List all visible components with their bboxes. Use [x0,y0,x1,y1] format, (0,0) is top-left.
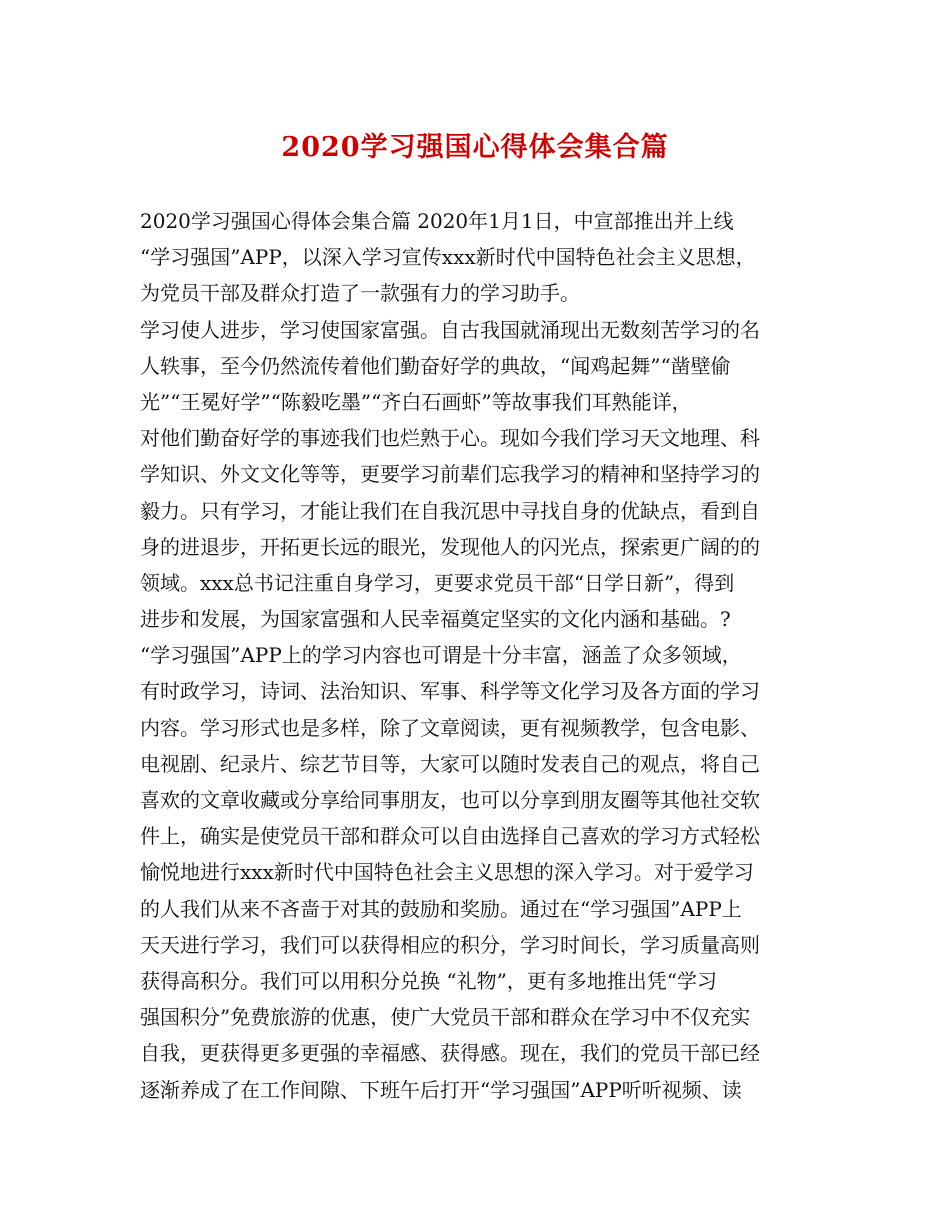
body-line: 2020学习强国心得体会集合篇 2020年1月1日，中宣部推出并上线 [140,209,734,233]
body-line: 愉悦地进行xxx新时代中国特色社会主义思想的深入学习。对于爱学习 [140,860,754,885]
body-line: 的人我们从来不吝啬于对其的鼓励和奖励。通过在“学习强国”APP上 [140,896,742,921]
body-line: 喜欢的文章收藏或分享给同事朋友，也可以分享到朋友圈等其他社交软 [140,788,760,812]
body-line: 内容。学习形式也是多样，除了文章阅读，更有视频教学，包含电影、 [140,715,760,740]
body-line: “学习强国”APP上的学习内容也可谓是十分丰富，涵盖了众多领域， [140,643,742,668]
body-line: 天天进行学习，我们可以获得相应的积分，学习时间长，学习质量高则 [140,932,760,957]
body-line: 获得高积分。我们可以用积分兑换 “礼物”，更有多地推出凭“学习 [140,968,718,993]
body-line: 领域。xxx总书记注重自身学习，更要求党员干部“日学日新”，得到 [140,570,735,595]
body-line: 强国积分”免费旅游的优惠，使广大党员干部和群众在学习中不仅充实 [140,1005,751,1030]
body-line: 逐渐养成了在工作间隙、下班午后打开“学习强国”APP听听视频、读 [140,1077,742,1102]
document-body [140,203,830,1108]
document-title: 2020学习强国心得体会集合篇 [281,132,669,163]
body-line: “学习强国”APP，以深入学习宣传xxx新时代中国特色社会主义思想， [140,245,756,270]
body-line: 光”“王冕好学”“陈毅吃墨”“齐白石画虾”等故事我们耳熟能详， [140,389,692,414]
body-line: 电视剧、纪录片、综艺节目等，大家可以随时发表自己的观点，将自己 [140,751,760,776]
body-line: 人轶事，至今仍然流传着他们勤奋好学的典故，“闻鸡起舞”“凿壁偷 [140,353,731,378]
body-line: 身的进退步，开拓更长远的眼光，发现他人的闪光点，探索更广阔的的 [140,534,760,559]
body-line: 学习使人进步，学习使国家富强。自古我国就涌现出无数刻苦学习的名 [140,317,760,342]
body-line: 件上，确实是使党员干部和群众可以自由选择自己喜欢的学习方式轻松 [140,824,760,849]
body-line: 对他们勤奋好学的事迹我们也烂熟于心。现如今我们学习天文地理、科 [140,426,760,451]
body-line: 自我，更获得更多更强的幸福感、获得感。现在，我们的党员干部已经 [140,1041,760,1066]
body-line: 有时政学习，诗词、法治知识、军事、科学等文化学习及各方面的学习 [140,679,760,704]
body-line: 为党员干部及群众打造了一款强有力的学习助手。 [140,281,580,306]
body-line: 学知识、外文文化等等，更要学习前辈们忘我学习的精神和坚持学习的 [140,462,760,487]
body-line: 进步和发展，为国家富强和人民幸福奠定坚实的文化内涵和基础。? [140,607,731,632]
body-line: 毅力。只有学习，才能让我们在自我沉思中寻找自身的优缺点，看到自 [140,498,760,523]
